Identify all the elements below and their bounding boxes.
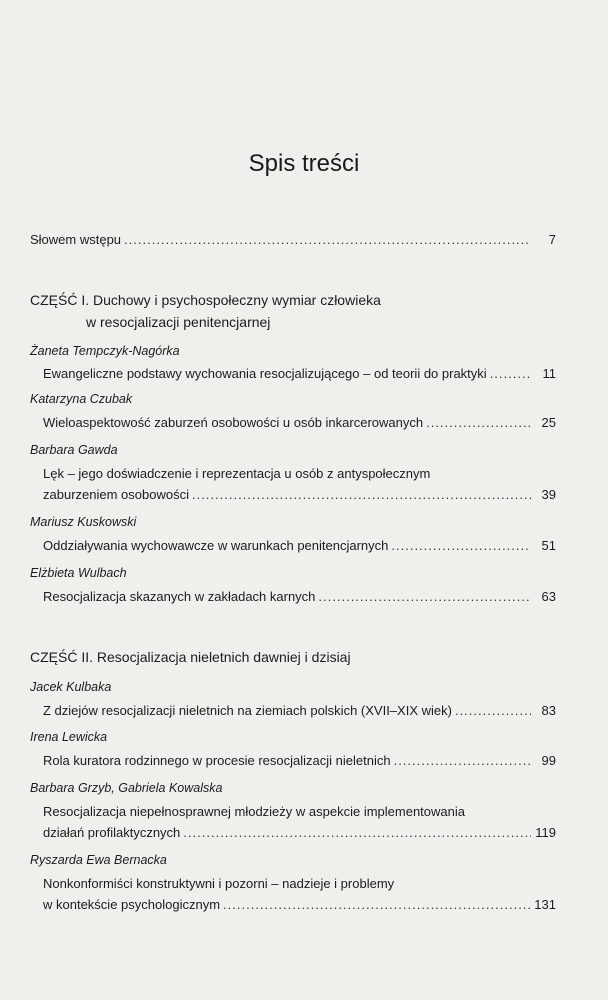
part-heading-2 <box>30 646 556 668</box>
entry-title: Wieloaspektowość zaburzeń osobowości u osób inkarcerowanych <box>43 415 424 430</box>
toc-entry[interactable] <box>43 801 556 843</box>
toc-entry[interactable] <box>43 700 556 721</box>
chapter-author: Barbara Grzyb, Gabriela Kowalska <box>30 781 223 795</box>
page-number: 63 <box>541 589 556 604</box>
page-number: 99 <box>541 753 556 768</box>
part-title: CZĘŚĆ I. Duchowy i psychospołeczny wymiar człowieka <box>30 292 381 308</box>
page-number: 51 <box>541 538 556 553</box>
toc-entry-intro[interactable] <box>30 229 556 250</box>
entry-title: Słowem wstępu <box>30 232 122 247</box>
page-number: 83 <box>541 703 556 718</box>
page-title: Spis treści <box>248 150 360 177</box>
entry-title: działań profilaktycznych <box>43 825 181 840</box>
leader-dots <box>318 586 531 607</box>
toc-entry[interactable] <box>43 463 556 505</box>
leader-dots <box>455 700 531 721</box>
leader-dots <box>124 229 531 250</box>
entry-title: Z dziejów resocjalizacji nieletnich na ziemiach polskich (XVII–XIX wiek) <box>43 703 452 718</box>
page-number: 25 <box>541 415 556 430</box>
chapter-author: Katarzyna Czubak <box>30 392 133 406</box>
entry-title: Nonkonformiści konstruktywni i pozorni – nadzieje i problemy <box>43 876 395 891</box>
toc-entry[interactable] <box>43 412 556 433</box>
leader-dots <box>391 535 531 556</box>
toc-entry[interactable] <box>43 750 556 771</box>
entry-title: Ewangeliczne podstawy wychowania resocjalizującego – od teorii do praktyki <box>43 366 487 381</box>
leader-dots <box>394 750 531 771</box>
toc-entry[interactable] <box>43 873 556 915</box>
chapter-author: Irena Lewicka <box>30 730 108 744</box>
part-heading-1 <box>30 289 556 333</box>
entry-title: Oddziaływania wychowawcze w warunkach penitencjarnych <box>43 538 389 553</box>
entry-title: Lęk – jego doświadczenie i reprezentacja u osób z antyspołecznym <box>43 466 431 481</box>
chapter-author: Mariusz Kuskowski <box>30 515 137 529</box>
page-number: 119 <box>535 825 556 840</box>
chapter-author: Barbara Gawda <box>30 443 118 457</box>
entry-title: Resocjalizacja niepełnosprawnej młodzieży w aspekcie implementowania <box>43 804 465 819</box>
page-number: 11 <box>542 366 556 381</box>
page-number: 7 <box>548 232 556 247</box>
chapter-author: Żaneta Tempczyk-Nagórka <box>30 344 180 358</box>
page-number: 39 <box>541 487 556 502</box>
part-subtitle: w resocjalizacji penitencjarnej <box>86 314 271 330</box>
part-title: CZĘŚĆ II. Resocjalizacja nieletnich dawniej i dzisiaj <box>30 649 351 665</box>
chapter-author: Jacek Kulbaka <box>30 680 112 694</box>
leader-dots <box>490 363 531 384</box>
toc-entry[interactable] <box>43 535 556 556</box>
leader-dots <box>183 822 531 843</box>
chapter-author: Ryszarda Ewa Bernacka <box>30 853 167 867</box>
leader-dots <box>426 412 531 433</box>
toc-entry[interactable] <box>43 363 556 384</box>
leader-dots <box>223 894 531 915</box>
leader-dots <box>192 484 531 505</box>
chapter-author: Elżbieta Wulbach <box>30 566 127 580</box>
toc-entry[interactable] <box>43 586 556 607</box>
entry-title: Rola kuratora rodzinnego w procesie resocjalizacji nieletnich <box>43 753 391 768</box>
entry-title: w kontekście psychologicznym <box>43 897 221 912</box>
entry-title: Resocjalizacja skazanych w zakładach karnych <box>43 589 316 604</box>
page-number: 131 <box>534 897 556 912</box>
entry-title: zaburzeniem osobowości <box>43 487 189 502</box>
